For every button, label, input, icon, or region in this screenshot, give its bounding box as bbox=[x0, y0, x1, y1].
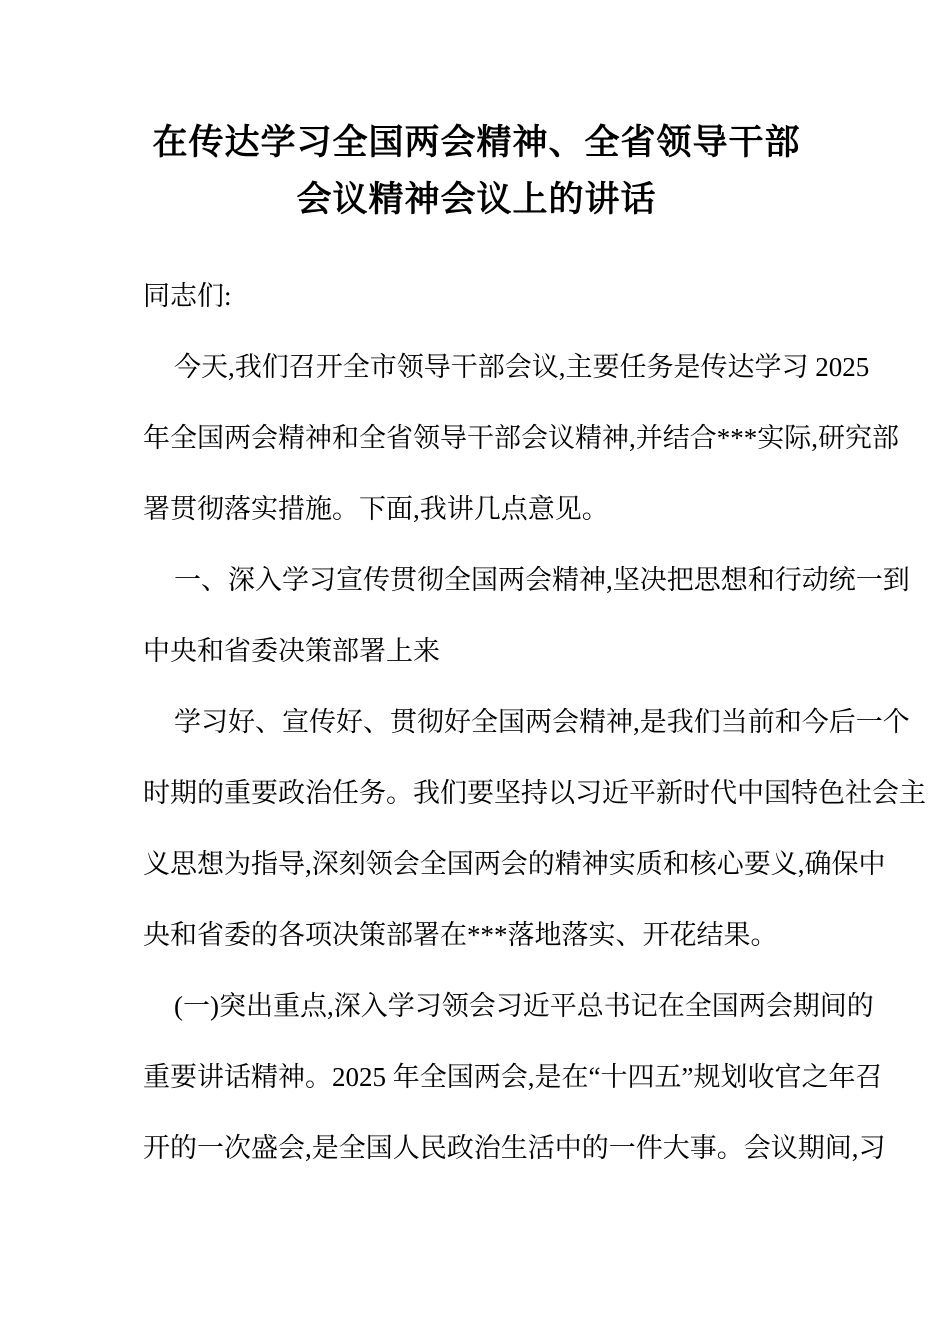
document-title bbox=[143, 114, 810, 228]
body-line: 时期的重要政治任务。我们要坚持以习近平新时代中国特色社会主 bbox=[143, 778, 926, 808]
salutation-line: 同志们: bbox=[143, 281, 232, 311]
document-body bbox=[143, 261, 926, 1184]
body-line: 央和省委的各项决策部署在***落地落实、开花结果。 bbox=[143, 920, 778, 950]
body-line: 学习好、宣传好、贯彻好全国两会精神,是我们当前和今后一个 bbox=[174, 707, 910, 737]
title-line-2: 会议精神会议上的讲话 bbox=[296, 180, 657, 219]
body-line: 开的一次盛会,是全国人民政治生活中的一件大事。会议期间,习 bbox=[143, 1133, 886, 1163]
body-line: 年全国两会精神和全省领导干部会议精神,并结合***实际,研究部 bbox=[143, 423, 899, 453]
body-line: 重要讲话精神。2025 年全国两会,是在“十四五”规划收官之年召 bbox=[143, 1062, 883, 1092]
section-heading-line: 中央和省委决策部署上来 bbox=[143, 636, 440, 666]
body-line: 署贯彻落实措施。下面,我讲几点意见。 bbox=[143, 494, 609, 524]
title-line-1: 在传达学习全国两会精神、全省领导干部 bbox=[152, 123, 801, 162]
section-heading-line: 一、深入学习宣传贯彻全国两会精神,坚决把思想和行动统一到 bbox=[174, 565, 910, 595]
body-line: 义思想为指导,深刻领会全国两会的精神实质和核心要义,确保中 bbox=[143, 849, 886, 879]
subsection-line: (一)突出重点,深入学习领会习近平总书记在全国两会期间的 bbox=[174, 991, 874, 1021]
body-line: 今天,我们召开全市领导干部会议,主要任务是传达学习 2025 bbox=[174, 352, 870, 382]
document-content bbox=[143, 0, 926, 1184]
